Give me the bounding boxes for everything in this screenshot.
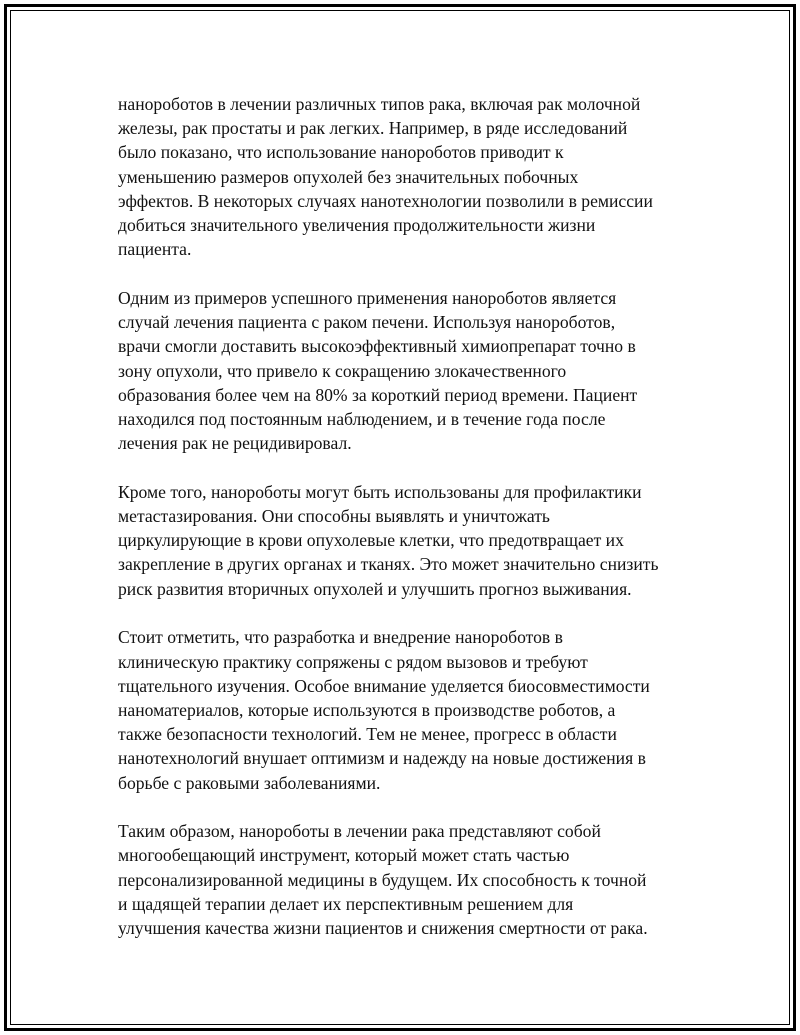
paragraph-1: нанороботов в лечении различных типов рака, включая рак молочной железы, рак простаты и рак легких. Например, в ряде исследований было показано, что использование нанороботов приводит к уменьшению размеров опухолей без значительных побочных эффектов. В некоторых случаях нанотехнологии позволили в ремиссии добиться значительного увеличения продолжительности жизни пациента. [118, 94, 653, 260]
document-body [118, 92, 688, 965]
paragraph-5: Таким образом, нанороботы в лечении рака представляют собой многообещающий инструмент, который может стать частью персонализированной медицины в будущем. Их способность к точной и щадящей терапии делает их перспективным решением для улучшения качества жизни пациентов и снижения смертности от рака. [118, 821, 648, 939]
paragraph-3: Кроме того, нанороботы могут быть использованы для профилактики метастазирования. Они способны выявлять и уничтожать циркулирующие в крови опухолевые клетки, что предотвращает их закрепление в других органах и тканях. Это может значительно снизить риск развития вторичных опухолей и улучшить прогноз выживания. [118, 481, 659, 599]
paragraph-2: Одним из примеров успешного применения нанороботов является случай лечения пациента с раком печени. Используя нанороботов, врачи смогли доставить высокоэффективный химиопрепарат точно в зону опухоли, что привело к сокращению злокачественного образования более чем на 80% за короткий период времени. Пациент находился под постоянным наблюдением, и в течение года после лечения рак не рецидивировал. [118, 287, 638, 454]
paragraph-4: Стоит отметить, что разработка и внедрение нанороботов в клиническую практику сопряжены с рядом вызовов и требуют тщательного изучения. Особое внимание уделяется биосовместимости наноматериалов, которые используются в производстве роботов, а также безопасности технологий. Тем не менее, прогресс в области нанотехнологий внушает оптимизм и надежду на новые достижения в борьбе с раковыми заболеваниями. [118, 627, 650, 793]
